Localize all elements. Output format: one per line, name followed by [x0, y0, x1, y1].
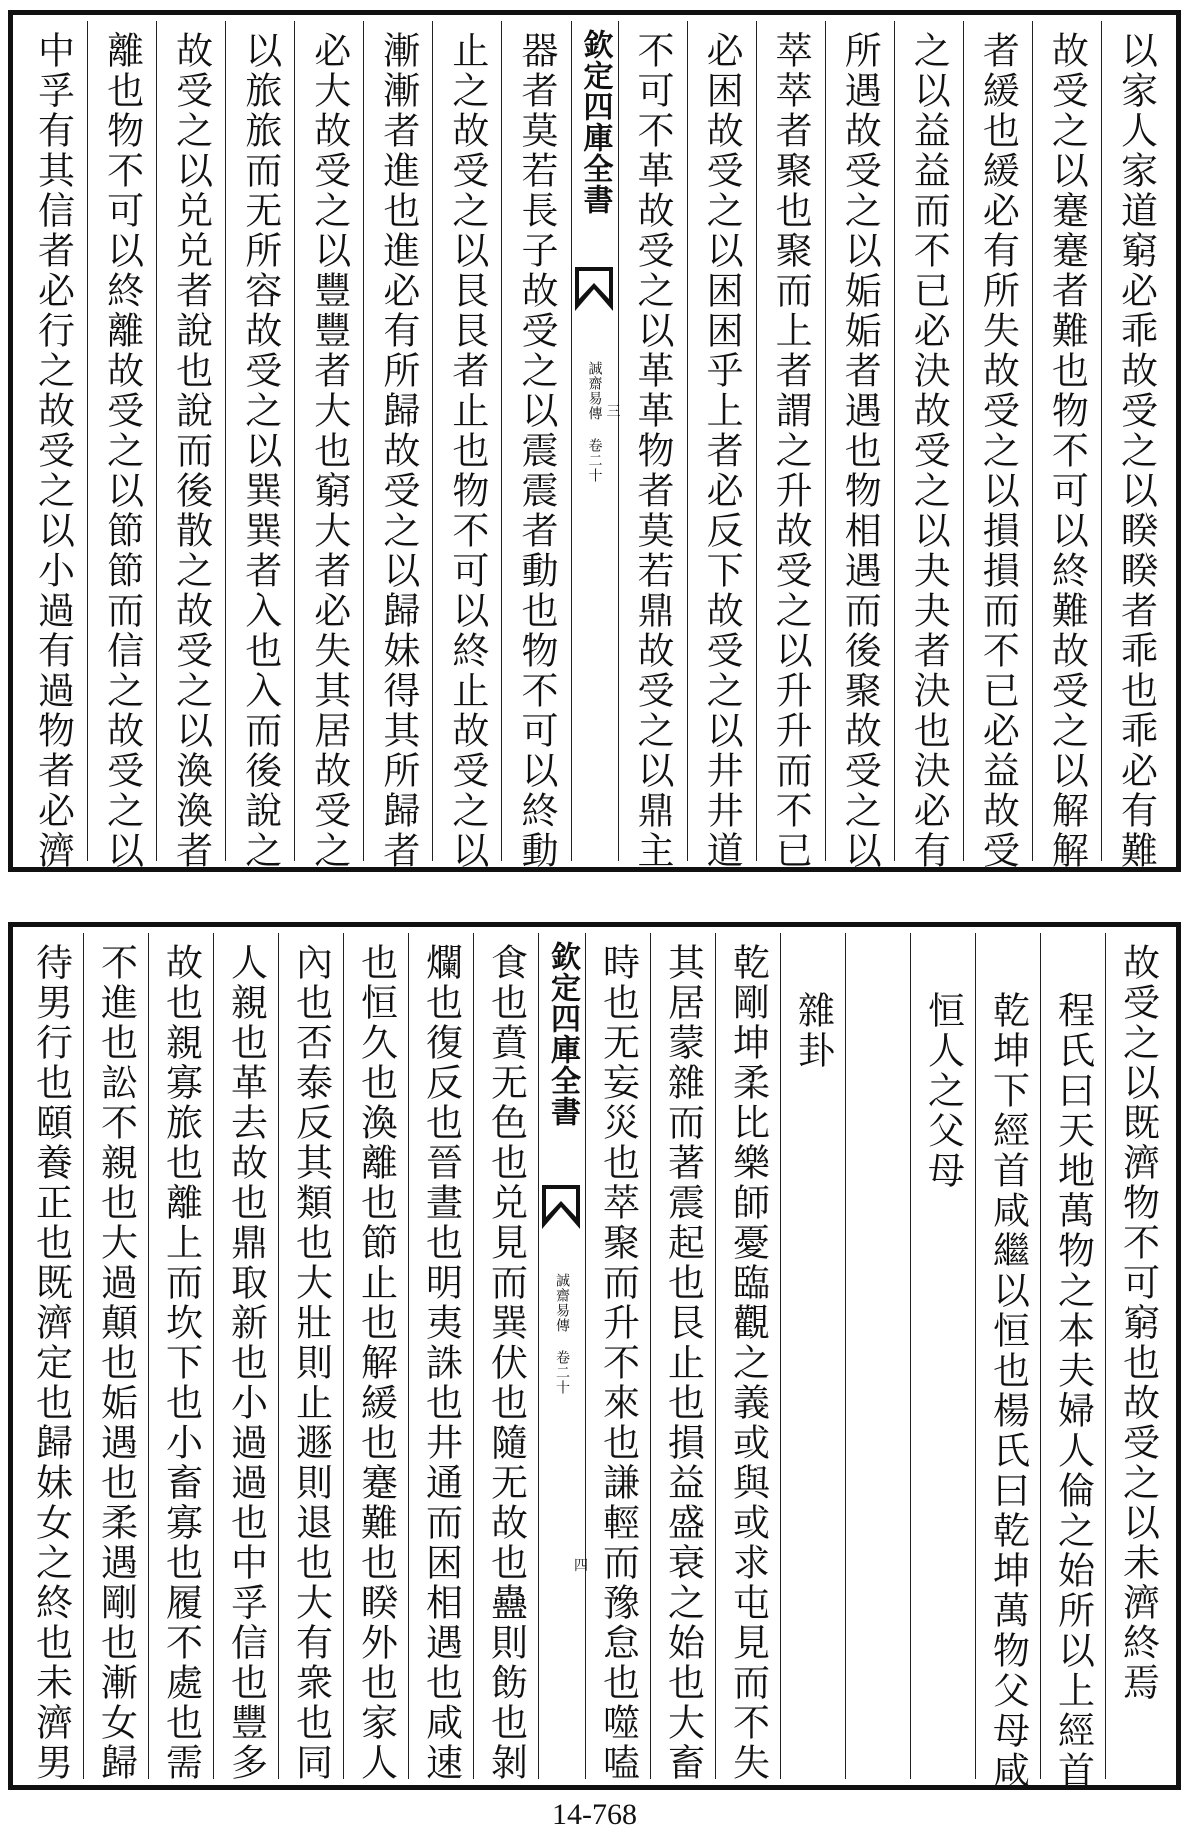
column-text: 時也无妄災也萃聚而升不來也謙輕而豫怠也噬嗑	[596, 943, 640, 1783]
text-column	[408, 933, 473, 1783]
column-text: 乾坤下經首咸繼以恒也楊氏曰乾坤萬物父母咸	[986, 991, 1030, 1791]
column-text: 止之故受之以艮艮者止也物不可以終止故受之以	[445, 31, 489, 871]
text-column	[910, 933, 975, 1779]
center-fold-column	[571, 21, 621, 861]
column-text: 程氏曰天地萬物之本夫婦人倫之始所以上經首	[1051, 991, 1095, 1791]
column-text: 必困故受之以困困乎上者必反下故受之以井井道	[700, 31, 744, 871]
column-text: 內也否泰反其類也大壯則止遯則退也大有衆也同	[289, 943, 333, 1783]
column-text: 待男行也頤養正也既濟定也歸妹女之終也未濟男	[29, 943, 73, 1783]
text-column	[650, 933, 715, 1783]
column-text: 雜卦	[791, 991, 835, 1071]
text-column	[278, 933, 343, 1783]
text-column	[148, 933, 213, 1783]
text-column	[1101, 21, 1170, 871]
column-text: 故受之以既濟物不可窮也故受之以未濟終焉	[1116, 943, 1160, 1703]
column-text: 食也賁无色也兑見而巽伏也隨无故也蠱則飭也剝	[484, 943, 528, 1783]
column-text: 其居蒙雜而著震起也艮止也損益盛衰之始也大畜	[661, 943, 705, 1783]
text-column	[294, 21, 363, 871]
text-column	[1105, 933, 1170, 1779]
column-text: 爛也復反也晉晝也明夷誅也井通而困相遇也咸速	[419, 943, 463, 1783]
text-column	[19, 933, 83, 1783]
column-text: 漸漸者進也進必有所歸故受之以歸妹得其所歸者	[376, 31, 420, 871]
column-text: 不進也訟不親也大過顛也姤遇也柔遇剛也漸女歸	[94, 943, 138, 1783]
text-column	[363, 21, 432, 871]
top-page-frame	[8, 10, 1181, 872]
text-column	[780, 933, 845, 1779]
column-text: 所遇故受之以姤姤者遇也物相遇而後聚故受之以	[838, 31, 882, 871]
text-column	[894, 21, 963, 871]
bottom-page-columns	[19, 933, 1170, 1791]
text-column	[156, 21, 225, 871]
text-column	[825, 21, 894, 871]
fold-title: 欽定四庫全書	[577, 29, 613, 215]
column-text: 也恒久也渙離也節止也解緩也蹇難也睽外也家人	[354, 943, 398, 1783]
text-column	[83, 933, 148, 1783]
text-column	[756, 21, 825, 871]
text-column	[963, 21, 1032, 871]
text-column	[432, 21, 501, 871]
column-text: 人親也革去故也鼎取新也小過過也中孚信也豐多	[224, 943, 268, 1783]
text-column	[501, 21, 570, 871]
text-column	[473, 933, 538, 1783]
text-column	[213, 933, 278, 1783]
text-column	[1032, 21, 1101, 871]
fold-volume-label: 誠齋易傳 卷二十	[554, 1273, 570, 1395]
column-text: 故受之以兑兑者說也說而後散之故受之以渙渙者	[169, 31, 213, 871]
text-column	[87, 21, 156, 871]
column-text: 中孚有其信者必行之故受之以小過有過物者必濟	[31, 31, 75, 871]
fold-volume-label: 誠齋易傳 卷二十	[586, 361, 603, 483]
text-column	[1040, 933, 1105, 1791]
column-text: 故也親寡旅也離上而坎下也小畜寡也履不處也需	[159, 943, 203, 1783]
column-text: 之以益益而不已必決故受之以夬夬者決也決必有	[907, 31, 951, 871]
fold-title: 欽定四庫全書	[545, 941, 580, 1127]
text-column	[715, 933, 780, 1783]
fish-tail-mark-icon	[542, 1185, 580, 1229]
column-text: 器者莫若長子故受之以震震者動也物不可以終動	[514, 31, 558, 871]
top-page-columns	[19, 21, 1170, 871]
column-text: 乾剛坤柔比樂師憂臨觀之義或與或求屯見而不失	[726, 943, 770, 1783]
page-number: 14-768	[552, 1798, 637, 1831]
text-column	[19, 21, 87, 871]
text-column	[845, 933, 910, 1779]
column-text: 故受之以蹇蹇者難也物不可以終難故受之以解解	[1045, 31, 1089, 871]
column-text: 以家人家道窮必乖故受之以睽睽者乖也乖必有難	[1114, 31, 1158, 871]
text-column	[343, 933, 408, 1783]
text-column	[687, 21, 756, 871]
column-text: 不可不革故受之以革革物者莫若鼎故受之以鼎主	[631, 31, 675, 871]
fold-leaf-number: 四	[574, 1558, 588, 1574]
column-text: 必大故受之以豐豐者大也窮大者必失其居故受之	[307, 31, 351, 871]
bottom-page-frame	[8, 922, 1181, 1790]
fish-tail-mark-icon	[575, 267, 613, 311]
column-text: 者緩也緩必有所失故受之以損損而不已必益故受	[976, 31, 1020, 871]
text-column	[225, 21, 294, 871]
center-fold-column	[538, 933, 588, 1779]
column-text: 離也物不可以終離故受之以節節而信之故受之以	[100, 31, 144, 871]
text-column	[618, 21, 687, 871]
column-text: 恒人之父母	[921, 991, 965, 1191]
text-column	[585, 933, 650, 1783]
column-text: 萃萃者聚也聚而上者謂之升故受之以升升而不已	[769, 31, 813, 871]
fold-leaf-number: 三	[606, 404, 621, 420]
column-text: 以旅旅而无所容故受之以巽巽者入也入而後說之	[238, 31, 282, 871]
text-column	[975, 933, 1040, 1791]
